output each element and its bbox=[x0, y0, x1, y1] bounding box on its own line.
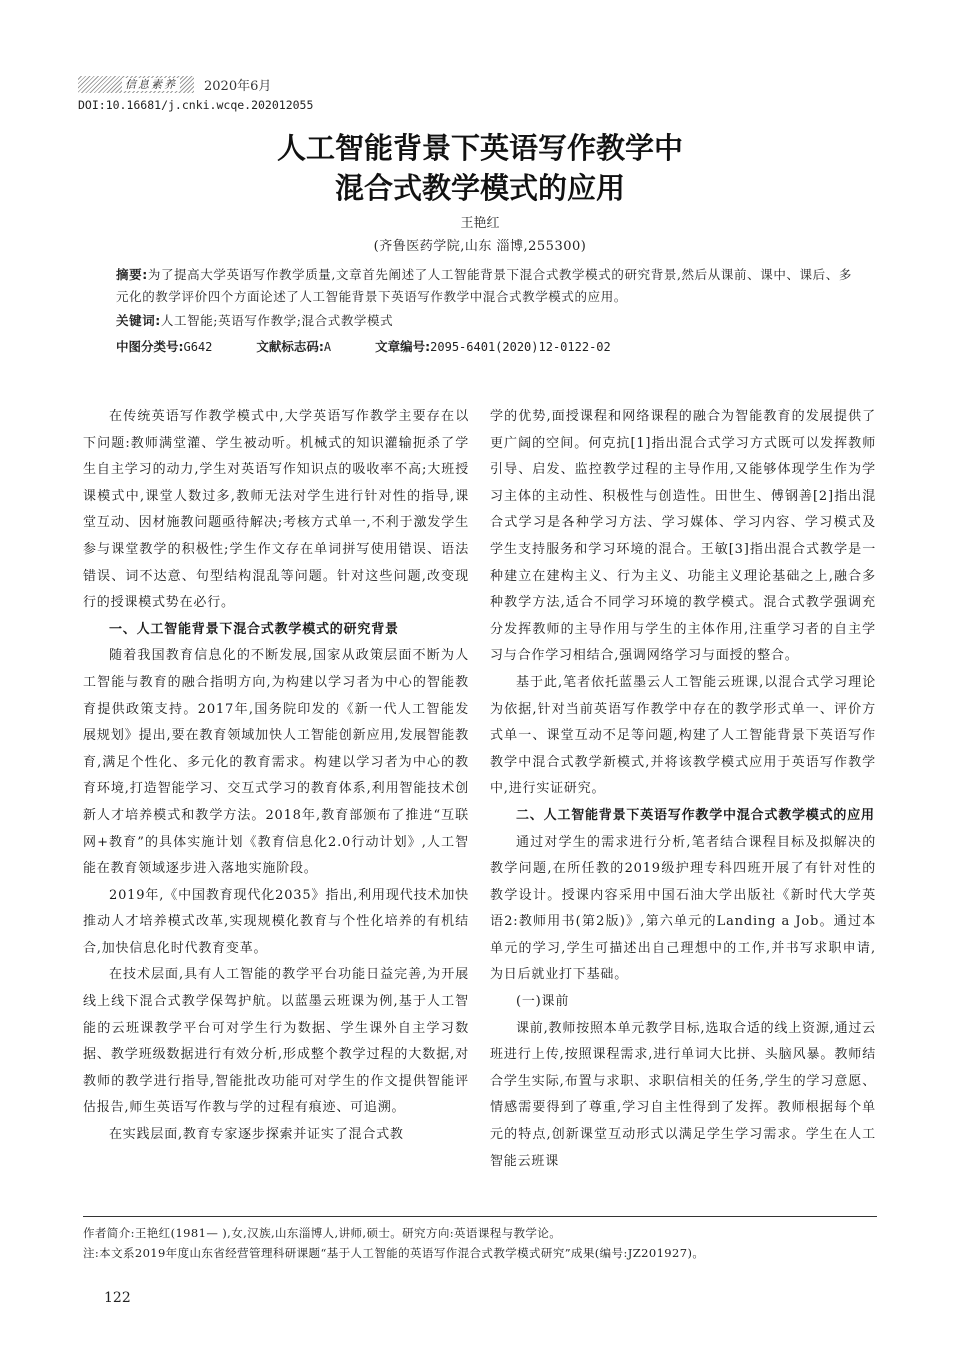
paper-title-line-2: 混合式教学模式的应用 bbox=[334, 171, 625, 205]
clc-value: G642 bbox=[183, 340, 213, 354]
subsection-heading: (一)课前 bbox=[516, 994, 570, 1010]
body-paragraph: 2019年,《中国教育现代化2035》指出,利用现代技术加快推动人才培养模式改革,实现规模化教育与个性化培养的有机结合,加快信息化时代教育变革。 bbox=[83, 887, 469, 956]
body-paragraph: 在技术层面,具有人工智能的教学平台功能日益完善,为开展线上线下混合式教学保驾护航。以蓝墨云班课为例,基于人工智能的云班课教学平台可对学生行为数据、学生课外自主学习数据、教学班级数据进行有效分析,形成整个教学过程的大数据,对教师的教学进行指导,智能批改功能可对学生的作文提供智能评估报告,师生英语写作教与学的过程有痕迹、可追溯。 bbox=[83, 967, 469, 1116]
document-code bbox=[256, 336, 331, 358]
body-paragraph: 通过对学生的需求进行分析,笔者结合课程目标及拟解决的教学问题,在所任教的2019级护理专科四班开展了有针对性的教学设计。授课内容采用中国石油大学出版社《新时代大学英语2:教师用书(第2版)》,第六单元的Landing a Job。通过本单元的学习,学生可描述出自己理想中的工作,并书写求职申请,为日后就业打下基础。 bbox=[490, 834, 876, 983]
body-paragraph: 在传统英语写作教学模式中,大学英语写作教学主要存在以下问题:教师满堂灌、学生被动听。机械式的知识灌输扼杀了学生自主学习的动力,学生对英语写作知识点的吸收率不高;大班授课模式中,课堂人数过多,教师无法对学生进行针对性的指导,课堂互动、因材施教问题亟待解决;考核方式单一,不利于激发学生参与课堂教学的积极性;学生作文存在单词拼写使用错误、语法错误、词不达意、句型结构混乱等问题。针对这些问题,改变现行的授课模式势在必行。 bbox=[83, 409, 469, 611]
author-affiliation: (齐鲁医药学院,山东 淄博,255300) bbox=[373, 239, 587, 254]
page-number: 122 bbox=[104, 1290, 131, 1306]
abstract bbox=[116, 264, 852, 308]
article-number bbox=[375, 336, 611, 358]
journal-name: 信息素养 bbox=[122, 78, 180, 91]
doi: DOI:10.16681/j.cnki.wcqe.202012055 bbox=[78, 98, 314, 112]
body-paragraph: 随着我国教育信息化的不断发展,国家从政策层面不断为人工智能与教育的融合指明方向,为构建以学习者为中心的智能教育提供政策支持。2017年,国务院印发的《新一代人工智能发展规划》提出,要在教育领域加快人工智能创新应用,发展智能教育,满足个性化、多元化的教育需求。构建以学习者为中心的教育环境,打造智能学习、交互式学习的教育体系,利用智能技术创新人才培养模式和教学方法。2018年,教育部颁布了推进“互联网+教育”的具体实施计划《教育信息化2.0行动计划》,人工智能在教育领域逐步进入落地实施阶段。 bbox=[83, 648, 469, 877]
abstract-label: 摘要: bbox=[116, 267, 148, 282]
journal-name-tag bbox=[78, 76, 194, 93]
keywords-label: 关键词: bbox=[116, 313, 161, 328]
abstract-block bbox=[116, 264, 852, 358]
section-heading-1: 一、人工智能背景下混合式教学模式的研究背景 bbox=[109, 621, 399, 637]
clc-label: 中图分类号: bbox=[116, 339, 184, 354]
footnotes bbox=[83, 1216, 877, 1263]
issue-date: 2020年6月 bbox=[204, 78, 272, 94]
document-code-value: A bbox=[323, 340, 332, 354]
document-code-label: 文献标志码: bbox=[256, 339, 324, 354]
keywords bbox=[116, 310, 852, 332]
title-block bbox=[0, 128, 960, 254]
journal-header bbox=[78, 74, 498, 112]
author-introduction: 作者简介:王艳红(1981— ),女,汉族,山东淄博人,讲师,硕士。研究方向:英语课程与教学论。 bbox=[83, 1226, 562, 1240]
body-paragraph: 在实践层面,教育专家逐步探索并证实了混合式教 bbox=[109, 1127, 404, 1143]
keywords-text: 人工智能;英语写作教学;混合式教学模式 bbox=[160, 313, 394, 328]
article-number-value: 2095-6401(2020)12-0122-02 bbox=[430, 340, 611, 354]
body-paragraph: 课前,教师按照本单元教学目标,选取合适的线上资源,通过云班进行上传,按照课程需求,进行单词大比拼、头脑风暴。教师结合学生实际,布置与求职、求职信相关的任务,学生的学习意愿、情感需要得到了尊重,学习自主性得到了发挥。教师根据每个单元的特点,创新课堂互动形式以满足学生学习需求。学生在人工智能云班课 bbox=[490, 1020, 876, 1169]
body-paragraph: 基于此,笔者依托蓝墨云人工智能云班课,以混合式学习理论为依据,针对当前英语写作教学中存在的教学形式单一、评价方式单一、课堂互动不足等问题,构建了人工智能背景下英语写作教学中混合式教学新模式,并将该教学模式应用于英语写作教学中,进行实证研究。 bbox=[490, 674, 876, 797]
body-column-right bbox=[490, 404, 876, 1175]
classification-row bbox=[116, 336, 852, 358]
body-paragraph: 学的优势,面授课程和网络课程的融合为智能教育的发展提供了更广阔的空间。何克抗[1]指出混合式学习方式既可以发挥教师引导、启发、监控教学过程的主导作用,又能够体现学生作为学习主体的主动性、积极性与创造性。田世生、傅钢善[2]指出混合式学习是各种学习方法、学习媒体、学习内容、学习模式及学生支持服务和学习环境的混合。王敏[3]指出混合式教学是一种建立在建构主义、行为主义、功能主义理论基础之上,融合多种教学方法,适合不同学习环境的教学模式。混合式教学强调充分发挥教师的主导作用与学生的主体作用,注重学习者的自主学习与合作学习相结合,强调网络学习与面授的整合。 bbox=[490, 409, 876, 664]
paper-title-line-1: 人工智能背景下英语写作教学中 bbox=[276, 131, 683, 165]
author-name: 王艳红 bbox=[460, 216, 500, 231]
clc-number bbox=[116, 336, 212, 358]
article-number-label: 文章编号: bbox=[375, 339, 431, 354]
abstract-text: 为了提高大学英语写作教学质量,文章首先阐述了人工智能背景下混合式教学模式的研究背景,然后从课前、课中、课后、多元化的教学评价四个方面论述了人工智能背景下英语写作教学中混合式教学模式的应用。 bbox=[116, 267, 852, 304]
body-column-left bbox=[83, 404, 469, 1149]
journal-row bbox=[78, 74, 498, 94]
funding-note: 注:本文系2019年度山东省经营管理科研课题“基于人工智能的英语写作混合式教学模式研究”成果(编号:JZ201927)。 bbox=[83, 1246, 705, 1260]
section-heading-2: 二、人工智能背景下英语写作教学中混合式教学模式的应用 bbox=[516, 807, 875, 823]
